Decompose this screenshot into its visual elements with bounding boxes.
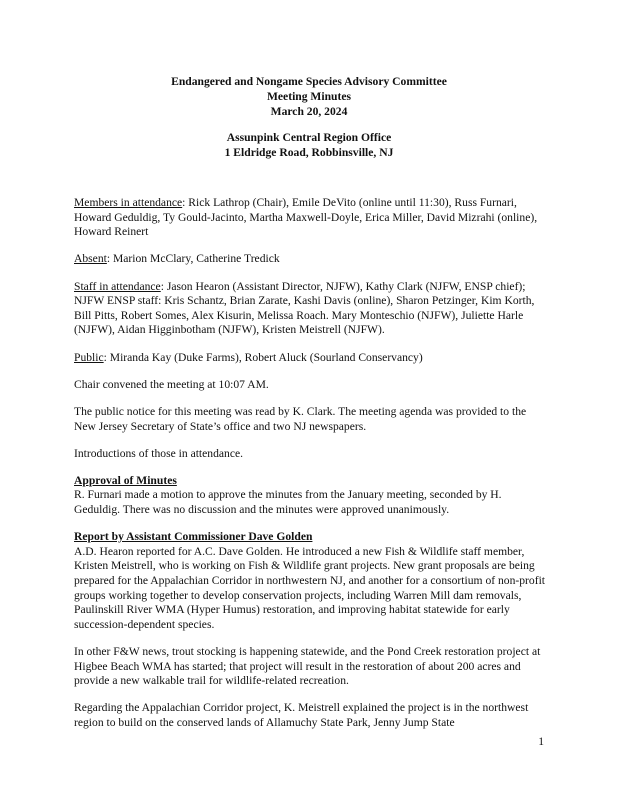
absent-paragraph: [74, 252, 550, 267]
introductions-paragraph: Introductions of those in attendance.: [74, 446, 244, 460]
report-heading: Report by Assistant Commissioner Dave Golden: [74, 530, 313, 544]
title-block: [0, 74, 618, 119]
committee-name: Endangered and Nongame Species Advisory Committee: [171, 75, 447, 88]
document-type: Meeting Minutes: [266, 90, 352, 103]
absent-label: Absent: [74, 252, 107, 266]
public-text: : Miranda Kay (Duke Farms), Robert Aluck (Sourland Conservancy): [103, 350, 423, 364]
staff-text: : Jason Hearon (Assistant Director, NJFW), Kathy Clark (NJFW, ENSP chief); NJFW ENSP staff: Kris Schantz, Brian Zarate, Kashi Davis (online), Sharon Petzinger, Kim Korth, Bill Pitts, Robert Somes, Alex Kisurin, Melissa Roach. Mary Monteschio (NJFW), Juliette Harle (NJFW), Aidan Higginbotham (NJFW), Kristen Meistrell (NJFW).: [74, 279, 535, 337]
location-block: [0, 130, 618, 160]
approval-section: [74, 474, 550, 518]
office-name: Assunpink Central Region Office: [226, 131, 392, 144]
members-label: Members in attendance: [74, 196, 183, 209]
staff-label: Staff in attendance: [74, 279, 161, 293]
minutes-body: [74, 196, 550, 743]
office-address: 1 Eldridge Road, Robbinsville, NJ: [224, 146, 394, 159]
absent-text: : Marion McClary, Catherine Tredick: [106, 252, 280, 266]
report-text: A.D. Hearon reported for A.C. Dave Golden. He introduced a new Fish & Wildlife staff member, Kristen Meistrell, who is working on Fish & Wildlife grant projects. New grant proposals are being prepared for the Appalachian Corridor in northwestern NJ, and another for a consortium of non-profit groups working together to develop conservation projects, including Warren Mill dam removals, Paulinskill River WMA (Hyper Humus) restoration, and improving habitat statewide for early succession-dependent species.: [74, 544, 546, 631]
approval-text: R. Furnari made a motion to approve the minutes from the January meeting, seconded by H. Geduldig. There was no discussion and the minutes were approved unanimously.: [74, 488, 502, 517]
corridor-paragraph: Regarding the Appalachian Corridor project, K. Meistrell explained the project is in the northwest region to build on the conserved lands of Allamuchy State Park, Jenny Jump State: [74, 701, 529, 729]
meeting-date: March 20, 2024: [270, 105, 348, 118]
approval-heading: Approval of Minutes: [74, 473, 177, 487]
report-section: [74, 530, 550, 632]
public-paragraph: [74, 351, 550, 366]
staff-paragraph: [74, 280, 550, 338]
members-text: : Rick Lathrop (Chair), Emile DeVito (online until 11:30), Russ Furnari, Howard Geduldig, Ty Gould-Jacinto, Martha Maxwell-Doyle, Erica Miller, David Mizrahi (online), Howard Reinert: [74, 196, 538, 239]
notice-paragraph: The public notice for this meeting was read by K. Clark. The meeting agenda was provided to the New Jersey Secretary of State’s office and two NJ newspapers.: [74, 404, 527, 433]
convened-paragraph: Chair convened the meeting at 10:07 AM.: [74, 377, 269, 391]
public-label: Public: [74, 350, 104, 364]
news-paragraph: In other F&W news, trout stocking is happening statewide, and the Pond Creek restoration project at Higbee Beach WMA has started; that project will result in the restoration of about 200 acres and provide a new walkable trail for wildlife-related recreation.: [74, 645, 541, 688]
members-paragraph: [74, 196, 550, 240]
page-number: 1: [538, 735, 544, 748]
